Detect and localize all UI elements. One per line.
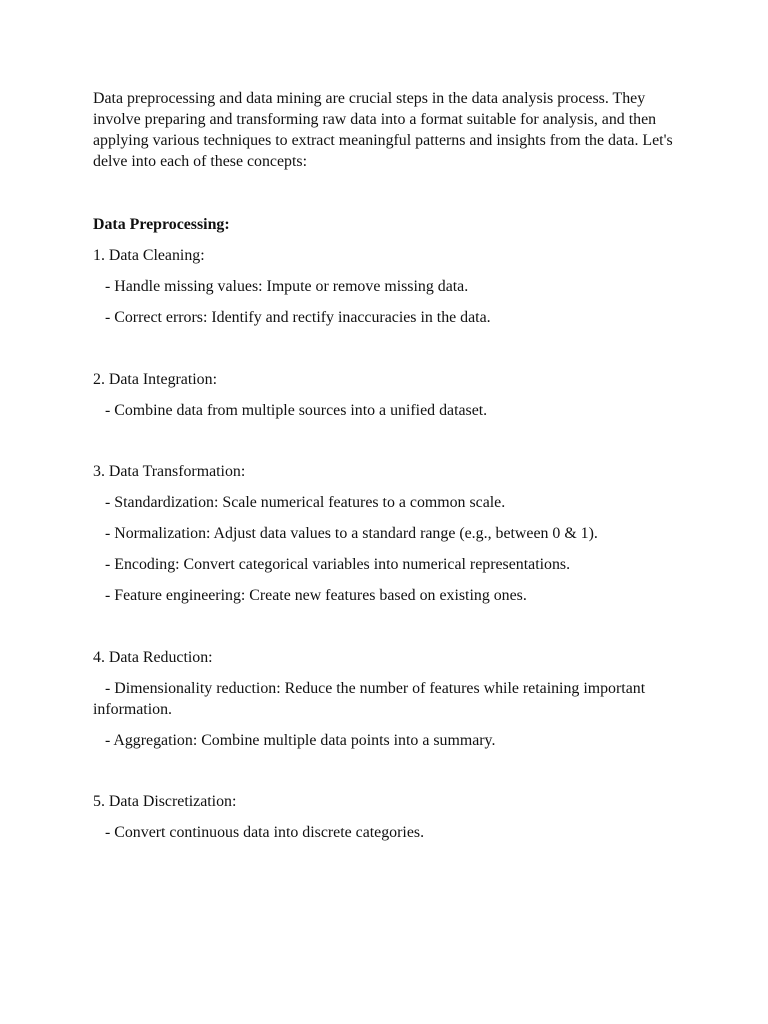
list-item: - Correct errors: Identify and rectify inaccuracies in the data. [105,309,491,326]
list-item: - Combine data from multiple sources into a unified dataset. [105,402,488,419]
list-item: - Feature engineering: Create new features based on existing ones. [105,587,527,604]
document-body [93,88,693,841]
section-heading: Data Preprocessing: [93,216,230,233]
list-item: - Convert continuous data into discrete categories. [105,824,425,841]
section-title-data-cleaning: 1. Data Cleaning: [93,247,205,264]
section-title-data-discretization: 5. Data Discretization: [93,793,237,810]
list-item: - Handle missing values: Impute or remove missing data. [105,278,469,295]
section-title-data-transformation: 3. Data Transformation: [93,463,246,480]
list-item: - Standardization: Scale numerical features to a common scale. [105,494,506,511]
list-item: - Encoding: Convert categorical variables into numerical representations. [105,556,571,573]
list-item: - Aggregation: Combine multiple data points into a summary. [105,732,496,749]
intro-paragraph: Data preprocessing and data mining are crucial steps in the data analysis process. They involve preparing and transforming raw data into a format suitable for analysis, and then applying various techniques to extract meaningful patterns and insights from the data. Let's delve into each of these concepts: [93,90,673,170]
list-item: - Dimensionality reduction: Reduce the number of features while retaining important information. [93,680,646,718]
list-item: - Normalization: Adjust data values to a standard range (e.g., between 0 & 1). [105,525,598,542]
section-title-data-reduction: 4. Data Reduction: [93,649,213,666]
section-title-data-integration: 2. Data Integration: [93,371,217,388]
